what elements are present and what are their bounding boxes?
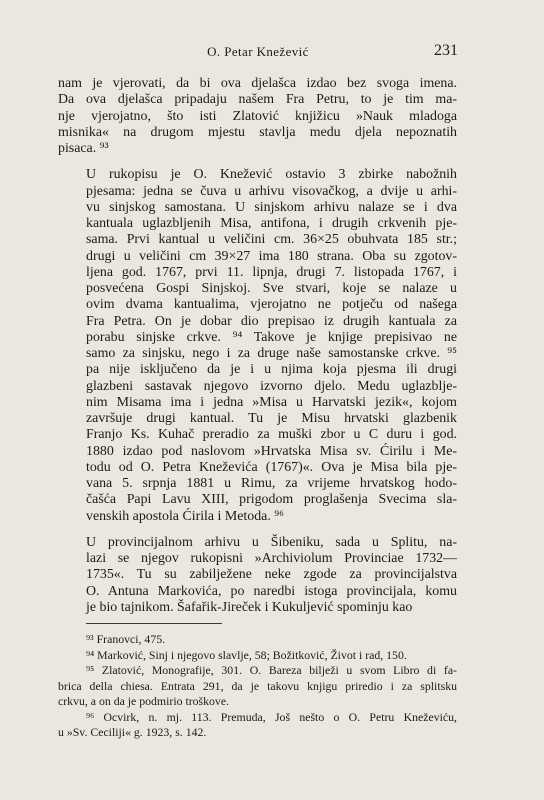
- text-line: 1880 izdao pod naslovom »Hrvatska Misa sv. Ćirilu i Me-: [86, 443, 457, 459]
- text-line: kantuala uglazbljenih Misa, antifona, i drugih crkvenih pje-: [86, 216, 457, 231]
- page-header: [58, 41, 458, 59]
- page-number: 231: [434, 42, 458, 59]
- footnote: [58, 648, 457, 664]
- running-head: O. Petar Knežević: [207, 44, 309, 59]
- text-line: Fra Petra. On je dobar dio prepisao iz drugih kantuala za: [86, 313, 457, 329]
- text-line: posvećena Gospi Sinjskoj. Sve stvari, koje se nalaze u: [86, 281, 457, 296]
- text-line: vu sinjskog samostana. U sinjskom arhivu nalaze se i dva: [86, 199, 457, 215]
- footnote-line: u »Sv. Ceciliji« g. 1923, s. 142.: [58, 725, 207, 739]
- text-line: pisaca. ⁹³: [58, 141, 109, 156]
- text-line: U rukopisu je O. Knežević ostavio 3 zbirke nabožnih: [86, 167, 457, 183]
- text-line: sama. Prvi kantual u veličini cm. 36×25 obuhvata 185 str.;: [86, 232, 457, 248]
- text-line: nam je vjerovati, da bi ova djelašca izdao bez svoga imena.: [58, 76, 457, 91]
- footnote-rule: [86, 623, 222, 624]
- text-line: U provincijalnom arhivu u Šibeniku, sada u Splitu, na-: [86, 534, 457, 550]
- footnote-line: brica della chiesa. Entrata 291, da je takovu knjigu priredio i za splitsku: [58, 678, 457, 693]
- footnotes: [58, 632, 457, 741]
- text-line: samo za sinjsku, nego i za druge naše samostanske crkve. ⁹⁵: [86, 346, 457, 361]
- text-line: drugi u veličini cm 39×27 ima 180 strana. Oba su zgotov-: [86, 248, 457, 264]
- footnote: [58, 632, 457, 648]
- text-line: porabu sinjske crkve. ⁹⁴ Takove je knjige prepisivao ne: [86, 329, 457, 345]
- footnote-line: crkvu, a on da je podmirio troškove.: [58, 694, 230, 708]
- text-line: vana 5. srpnja 1881 u Rimu, za vrijeme hrvatskog hodo-: [86, 476, 457, 491]
- footnote-line: ⁹⁶ Ocvirk, n. mj. 113. Premuda, Još nešto o O. Petru Kneževiću,: [86, 709, 457, 724]
- text-line: todu od O. Petra Kneževića (1767)«. Ova je Misa bila pje-: [86, 459, 457, 475]
- paragraph: [58, 167, 457, 525]
- text-line: venskih apostola Ćirila i Metoda. ⁹⁶: [86, 508, 284, 524]
- text-line: misnika« na drugom mjestu stavlja medu djela nepoznatih: [58, 124, 457, 140]
- footnote-line: ⁹⁵ Zlatović, Monografije, 301. O. Bareza bilježi u svom Libro di fa-: [86, 663, 457, 677]
- footnote-line: ⁹³ Franovci, 475.: [86, 632, 166, 646]
- text-line: nim Misama ima i jedna »Misa u Harvatski jezik«, kojom: [86, 394, 457, 410]
- body-text: [58, 76, 457, 616]
- text-line: nje vjerojatno, što isti Zlatović knjižicu »Nauk mladoga: [58, 108, 457, 124]
- footnote: [58, 663, 457, 710]
- footnote: [58, 710, 457, 741]
- text-line: je bio tajnikom. Šafařik-Jireček i Kukuljević spominju kao: [86, 599, 413, 615]
- text-line: čašća Papi Lavu XIII, prigodom proglašenja Svecima sla-: [86, 492, 457, 508]
- text-line: ovim dvama kantualima, vjerojatno ne potječu od našega: [86, 297, 457, 313]
- text-line: lazi se njegov rukopisni »Archiviolum Provinciae 1732—: [86, 551, 457, 566]
- text-line: Franjo Ks. Kuhač preradio za muški zbor u C duru i god.: [86, 427, 457, 443]
- text-line: 1735«. Tu su zabilježene neke zgode za provincijalstva: [86, 567, 457, 583]
- text-line: pjesama: jedna se čuva u arhivu visovačkog, a dvije u arhi-: [86, 183, 457, 199]
- text-line: O. Antuna Markovića, po naredbi istoga provincijala, komu: [86, 583, 457, 599]
- footnote-line: ⁹⁴ Marković, Sinj i njegovo slavlje, 58; Božitković, Život i rad, 150.: [86, 647, 407, 662]
- text-line: završuje drugi kantual. Tu je Misu hrvatski glazbenik: [86, 411, 457, 426]
- text-line: glazbeni sastavak njegovo izvorno djelo. Medu uglazblje-: [86, 378, 457, 394]
- text-line: ljena god. 1767, prvi 11. lipnja, drugi 7. listopada 1767, i: [86, 264, 457, 280]
- paragraph: [58, 76, 457, 157]
- text-line: pa nije isključeno da je i u njima koja pjesma ili drugi: [86, 362, 457, 378]
- text-line: Da ova djelašca pripadaju našem Fra Petru, to je tim ma-: [58, 92, 457, 108]
- paragraph: [58, 535, 457, 616]
